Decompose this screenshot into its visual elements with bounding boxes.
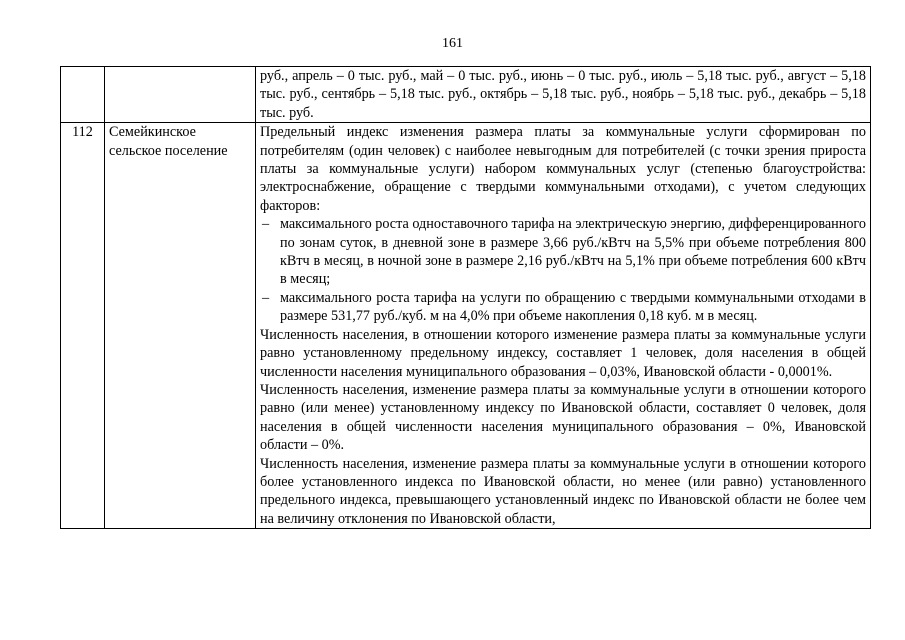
bullet-text: максимального роста одноставочного тарифа на электрическую энергию, дифференцированного по зонам суток, в дневной зоне в размере 3,66 руб./кВтч на 5,5% при объеме потребления 800 кВтч в месяц, в ночной зоне в размере 2,16 руб./кВтч на 5,1% при объеме потребления 600 кВтч в месяц; (280, 216, 866, 288)
paragraph: руб., апрель – 0 тыс. руб., май – 0 тыс. руб., июнь – 0 тыс. руб., июль – 5,18 тыс. руб., август – 5,18 тыс. руб., сентябрь – 5,18 тыс. руб., октябрь – 5,18 тыс. руб., ноябрь – 5,18 тыс. руб., декабрь – 5,18 тыс. руб. (260, 68, 866, 121)
table-row (61, 67, 871, 123)
row-number-cell (61, 67, 105, 123)
description-cell (256, 67, 871, 123)
row-number-cell: 112 (61, 123, 105, 529)
paragraph: Численность населения, изменение размера платы за коммунальные услуги в отношении которого более установленного индекса по Ивановской области, но менее (или равно) установленного предельного индекса, превышающего установленный индекс по Ивановской области не более чем на величину отклонения по Ивановской области, (260, 455, 866, 527)
paragraph: Численность населения, изменение размера платы за коммунальные услуги в отношении которого равно (или менее) установленному индексу по Ивановской области, составляет 0 человек, доля населения в общей численности населения муниципального образования – 0%, Ивановской области – 0%. (260, 381, 866, 454)
municipality-name-cell: Семейкинское сельское поселение (105, 123, 256, 529)
document-table (60, 66, 871, 529)
bullet-dash: – (262, 216, 270, 233)
bullet-item (260, 289, 866, 326)
bullet-item (260, 215, 866, 289)
intro-paragraph: Предельный индекс изменения размера платы за коммунальные услуги сформирован по потребителям (один человек) с наиболее невыгодным для потребителей (с точки зрения прироста платы за коммунальные услуги) набором коммунальных услуг (степенью благоустройства: электроснабжение, обращение с твердыми коммунальными отходами), с учетом следующих факторов: (260, 124, 866, 214)
table-row (61, 123, 871, 529)
bullet-text: максимального роста тарифа на услуги по обращению с твердыми коммунальными отходами в размере 531,77 руб./куб. м на 4,0% при объеме накопления 0,18 куб. м в месяц. (280, 289, 866, 325)
page-number: 161 (442, 36, 463, 51)
paragraph: Численность населения, в отношении которого изменение размера платы за коммунальные услуги равно установленному предельному индексу, составляет 1 человек, доля населения в общей численности населения муниципального образования – 0,03%, Ивановской области - 0,0001%. (260, 326, 866, 380)
description-cell (256, 123, 871, 529)
municipality-name-cell (105, 67, 256, 123)
bullet-dash: – (262, 289, 270, 306)
